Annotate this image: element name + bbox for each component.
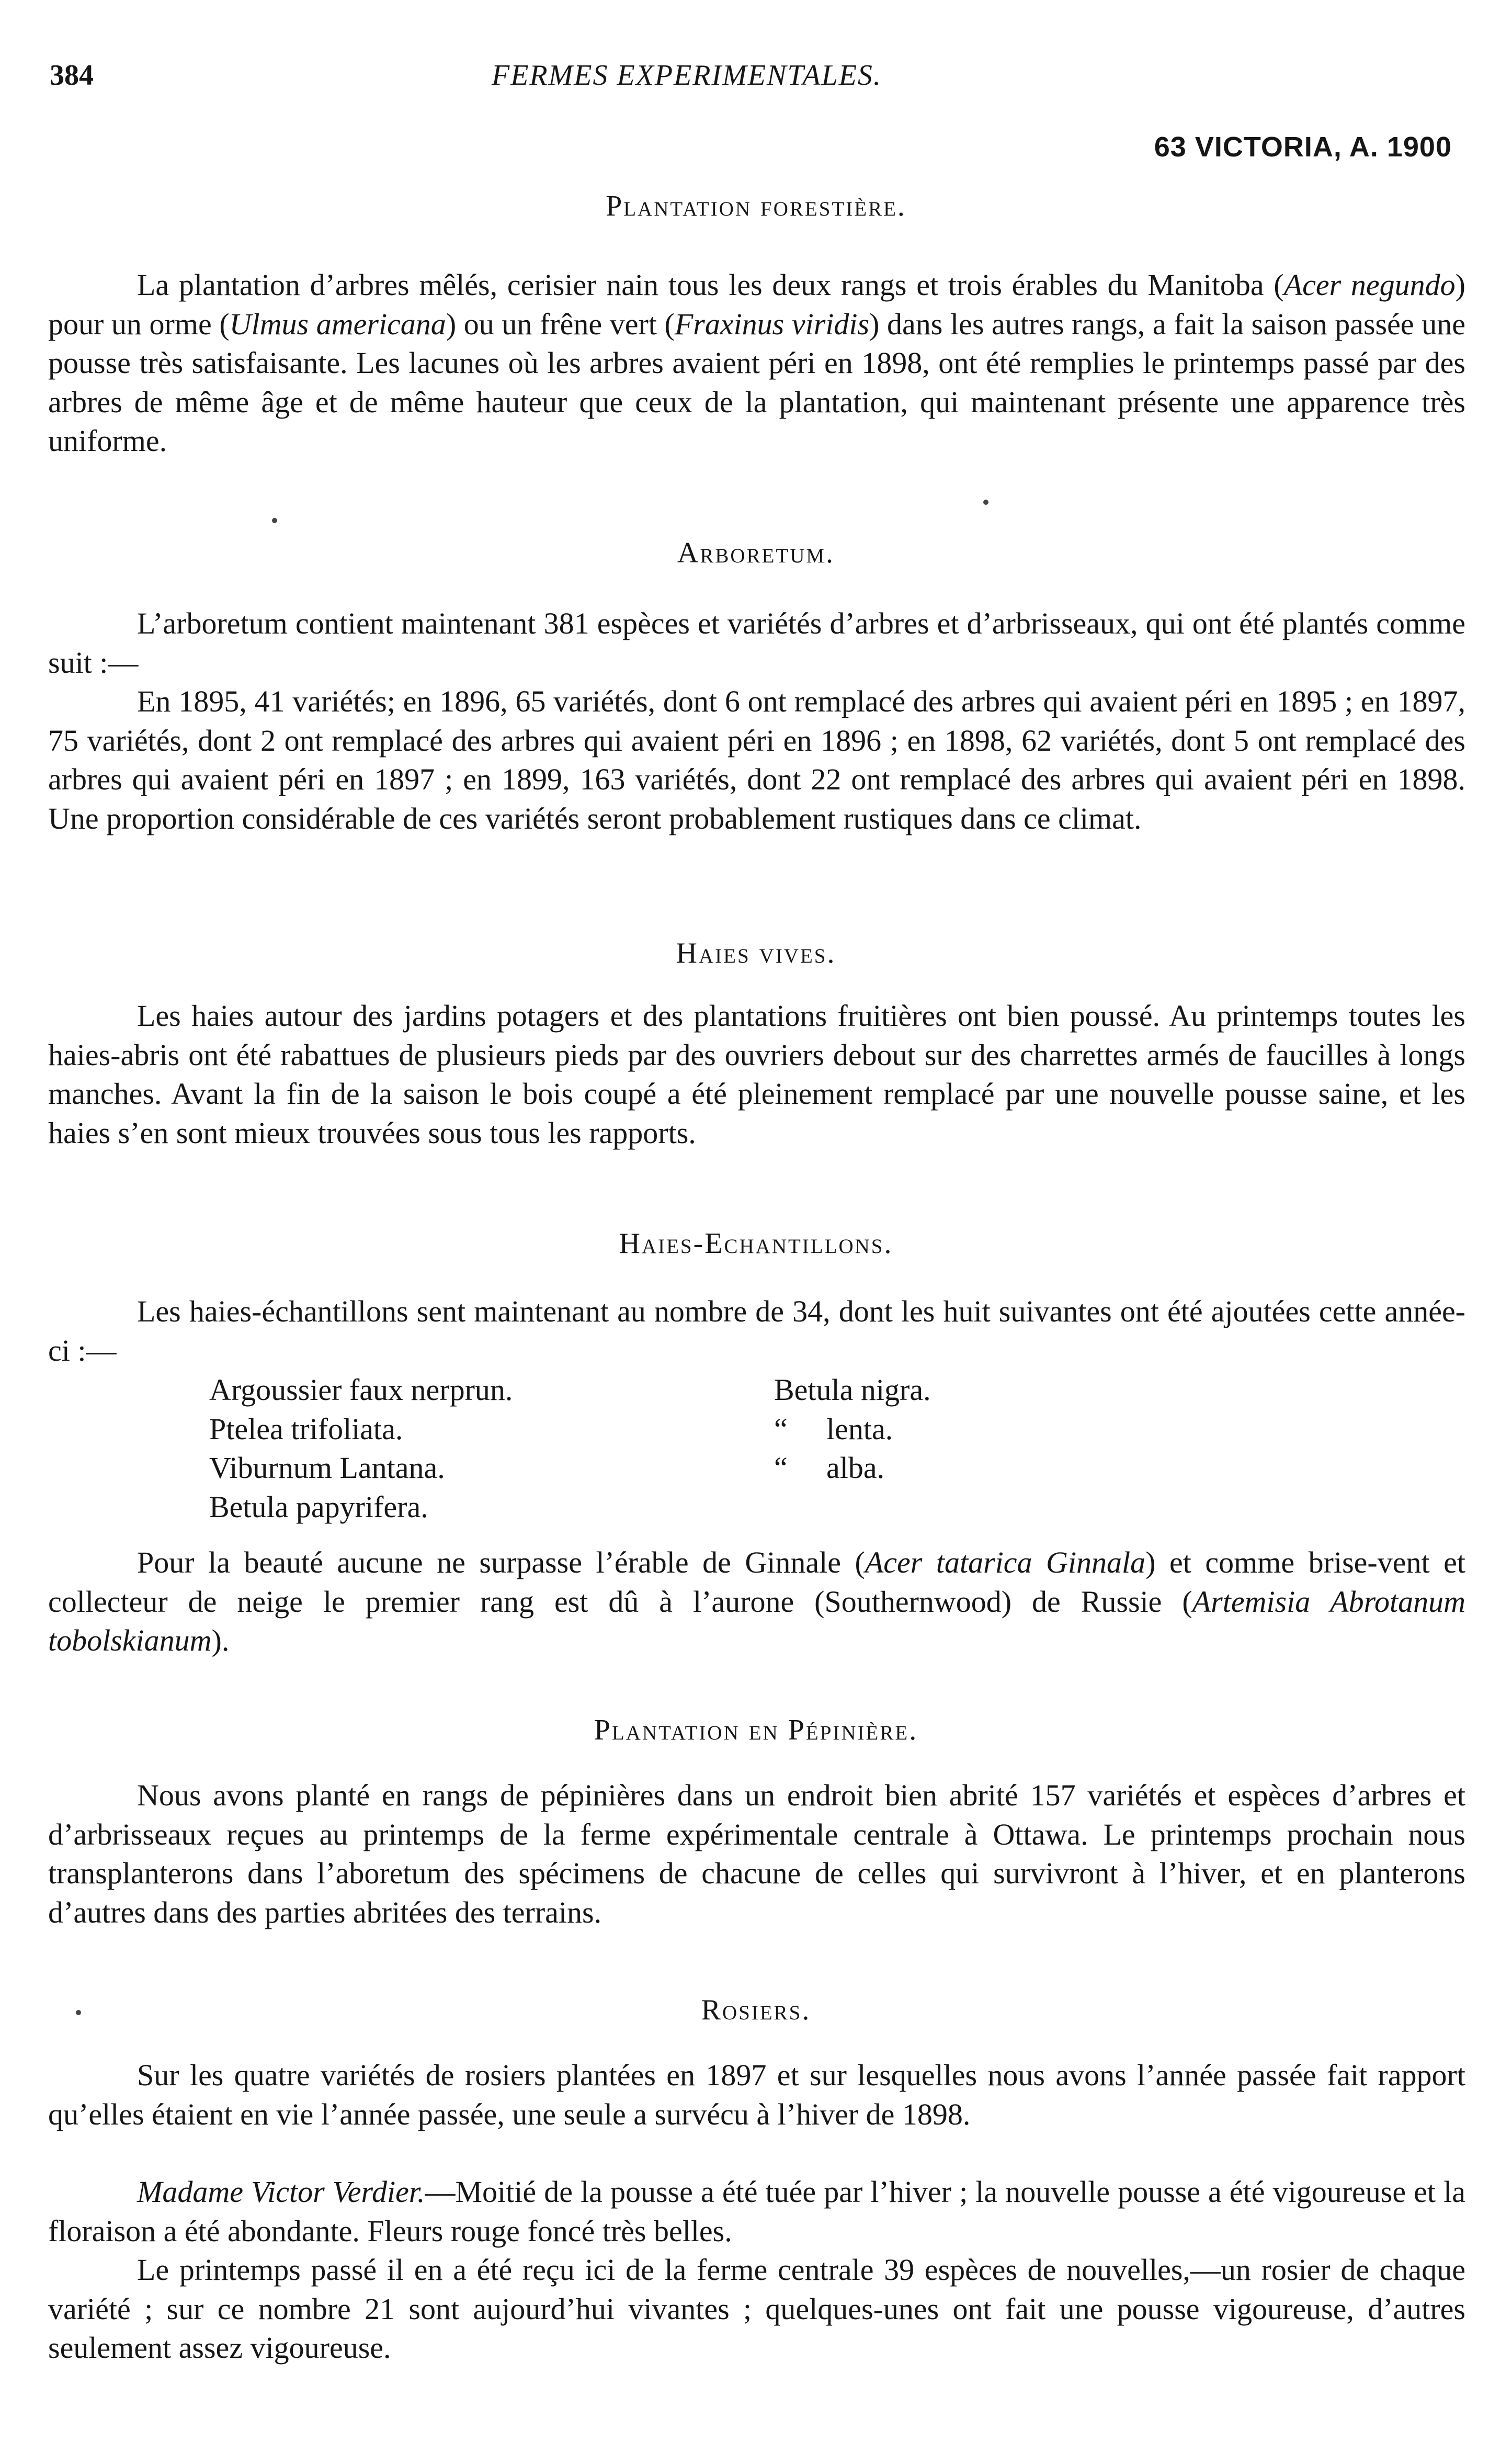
list-item: Ptelea trifoliata. (209, 1411, 403, 1446)
heading-arboretum: Arboretum. (677, 537, 835, 569)
print-speck (983, 500, 988, 505)
list-item: Betula papyrifera. (209, 1489, 428, 1524)
list-item: Betula nigra. (774, 1373, 931, 1407)
paragraph-arboretum-intro: L’arboretum contient maintenant 381 espèces et variétés d’arbres et d’arbrisseaux, qui ont été plantés comme suit :— (48, 606, 1465, 680)
species-list-left (209, 1371, 513, 1527)
paragraph-madame-victor-verdier: Madame Victor Verdier.—Moitié de la pousse a été tuée par l’hiver ; la nouvelle pousse a été vigoureuse et la floraison a été abondante. Fleurs rouge foncé très belles. (48, 2175, 1465, 2248)
heading-plantation-pepiniere: Plantation en Pépinière. (594, 1714, 918, 1746)
paragraph-rosiers-intro: Sur les quatre variétés de rosiers plantées en 1897 et sur lesquelles nous avons l’année passée fait rapport qu’elles étaient en vie l’année passée, une seule a survécu à l’hiver de 1898. (48, 2058, 1465, 2131)
ditto-mark: “ (774, 1451, 788, 1485)
ditto-mark: “ (774, 1411, 788, 1446)
list-item: Argoussier faux nerprun. (209, 1373, 513, 1407)
print-speck (272, 518, 277, 523)
session-label: 63 VICTORIA, A. 1900 (1154, 131, 1452, 163)
list-item: “ lenta. (774, 1410, 931, 1449)
heading-plantation-forestiere: Plantation forestière. (606, 190, 906, 222)
paragraph-plantation-pepiniere: Nous avons planté en rangs de pépinières dans un endroit bien abrité 157 variétés et espèces d’arbres et d’arbrisseaux reçues au printemps de la ferme expérimentale centrale à Ottawa. Le printemps prochain nous transplanterons dans l’aboretum des spécimens de chacune de celles qui survivront à l’hiver, et en planterons d’autres dans des parties abritées des terrains. (48, 1778, 1465, 1929)
list-item: “ alba. (774, 1449, 931, 1488)
paragraph-arboretum-details: En 1895, 41 variétés; en 1896, 65 variétés, dont 6 ont remplacé des arbres qui avaient péri en 1895 ; en 1897, 75 variétés, dont 2 ont remplacé des arbres qui avaient péri en 1896 ; en 1898, 62 variétés, dont 5 ont remplacé des arbres qui avaient péri en 1897 ; en 1899, 163 variétés, dont 22 ont remplacé des arbres qui avaient péri en 1898. Une proportion considérable de ces variétés seront probablement rustiques dans ce climat. (48, 684, 1465, 835)
print-speck (76, 2010, 81, 2015)
running-title: FERMES EXPERIMENTALES. (492, 59, 882, 92)
paragraph-rosiers-nouvelles: Le printemps passé il en a été reçu ici de la ferme centrale 39 espèces de nouvelles,—un rosier de chaque variété ; sur ce nombre 21 sont aujourd’hui vivantes ; quelques-unes ont fait une pousse vigoureuse, d’autres seulement assez vigoureuse. (48, 2253, 1465, 2365)
heading-haies-vives: Haies vives. (676, 937, 836, 969)
paragraph-ginnale: Pour la beauté aucune ne surpasse l’érable de Ginnale (Acer tatarica Ginnala) et comme brise-vent et collecteur de neige le premier rang est dû à l’aurone (Southernwood) de Russie (Artemisia Abrotanum tobolskianum). (48, 1545, 1465, 1657)
page-number: 384 (50, 59, 94, 92)
paragraph-plantation-forestiere: La plantation d’arbres mêlés, cerisier nain tous les deux rangs et trois érables du Manitoba (Acer negundo) pour un orme (Ulmus americana) ou un frêne vert (Fraxinus viridis) dans les autres rangs, a fait la saison passée une pousse très satisfaisante. Les lacunes où les arbres avaient péri en 1898, ont été remplies le printemps passé par des arbres de même âge et de même hauteur que ceux de la plantation, qui maintenant présente une apparence très uniforme. (48, 268, 1465, 458)
paragraph-haies-vives: Les haies autour des jardins potagers et des plantations fruitières ont bien poussé. Au printemps toutes les haies-abris ont été rabattues de plusieurs pieds par des ouvriers debout sur des charrettes armés de faucilles à longs manches. Avant la fin de la saison le bois coupé a été pleinement remplacé par une nouvelle pousse saine, et les haies s’en sont mieux trouvées sous tous les rapports. (48, 999, 1465, 1150)
heading-haies-echantillons: Haies-Echantillons. (619, 1227, 893, 1260)
list-item: Viburnum Lantana. (209, 1451, 445, 1485)
heading-rosiers: Rosiers. (701, 1994, 811, 2026)
species-list-right (774, 1371, 931, 1488)
paragraph-haies-echantillons: Les haies-échantillons sent maintenant au nombre de 34, dont les huit suivantes ont été ajoutées cette année-ci :— (48, 1294, 1465, 1368)
